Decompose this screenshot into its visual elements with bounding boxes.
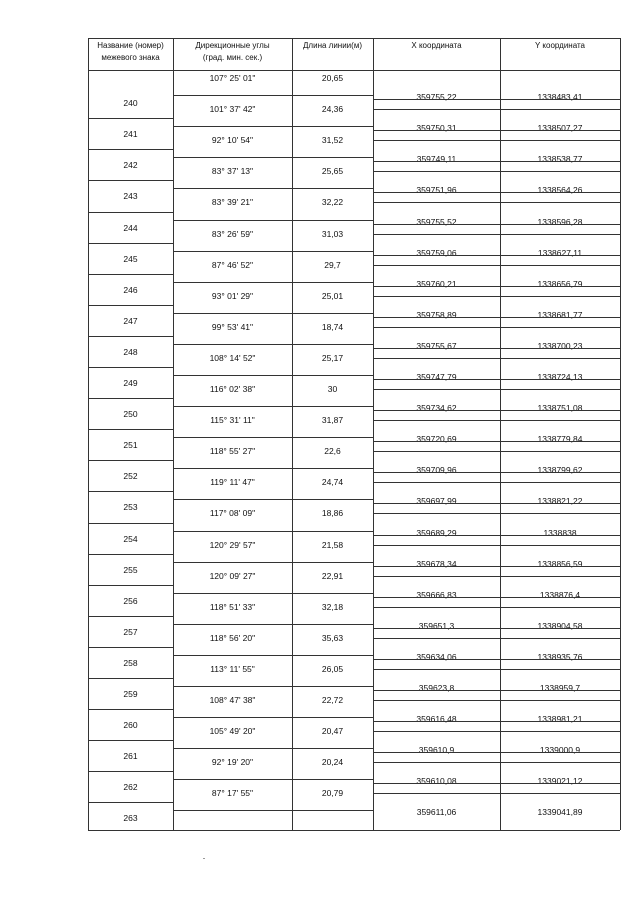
row-border	[88, 616, 173, 617]
row-border	[373, 731, 620, 732]
header-angle-line2: (град. мин. сек.)	[202, 53, 263, 62]
row-border	[173, 655, 373, 656]
row-border	[373, 597, 620, 598]
point-name: 249	[123, 378, 138, 388]
x-coordinate: 359651,3	[418, 620, 455, 631]
table-bottom-border	[88, 830, 620, 831]
x-coordinate: 359634,06	[416, 651, 457, 662]
line-length: 24,74	[321, 477, 344, 488]
direction-angle: 108° 14' 52"	[209, 352, 256, 363]
row-border	[373, 379, 620, 380]
row-border	[373, 130, 620, 131]
point-name: 253	[123, 502, 138, 513]
direction-angle: 83° 37' 13"	[211, 166, 254, 177]
y-coordinate: 1339021,12	[537, 776, 583, 787]
row-border	[373, 140, 620, 141]
direction-angle: 115° 31' 11"	[210, 415, 255, 426]
row-border	[88, 647, 173, 648]
row-border	[88, 180, 173, 181]
point-name: 245	[123, 253, 138, 264]
row-border	[173, 748, 373, 749]
y-coordinate: 1338876,4	[539, 589, 581, 600]
line-length: 20,65	[321, 73, 344, 83]
row-border	[373, 638, 620, 639]
row-border	[373, 793, 620, 794]
point-name: 261	[123, 751, 138, 762]
point-name: 254	[123, 533, 138, 544]
row-border	[88, 367, 173, 368]
row-border	[373, 296, 620, 297]
row-border	[88, 585, 173, 586]
row-border	[173, 282, 373, 283]
direction-angle: 99° 53' 41"	[211, 321, 254, 332]
x-coordinate: 359689,29	[416, 527, 457, 538]
direction-angle: 117° 08' 09"	[209, 508, 256, 519]
row-border	[373, 192, 620, 193]
point-name: 240	[123, 98, 138, 109]
x-coordinate: 359734,62	[416, 403, 457, 414]
point-name: 251	[123, 440, 138, 451]
row-border	[373, 482, 620, 483]
line-length: 31,52	[321, 135, 344, 146]
row-border	[173, 624, 373, 625]
point-name: 259	[123, 689, 138, 699]
direction-angle: 108° 47' 38"	[209, 695, 256, 705]
y-coordinate: 1338507,27	[537, 123, 583, 134]
point-name: 250	[123, 409, 138, 420]
header-bottom-border	[88, 70, 620, 71]
line-length: 25,01	[321, 290, 344, 301]
header-angle	[173, 40, 292, 64]
row-border	[373, 99, 620, 100]
y-coordinate: 1338838	[543, 527, 577, 538]
x-coordinate: 359623,8	[418, 683, 455, 693]
y-coordinate: 1338799,62	[537, 465, 583, 476]
row-border	[373, 348, 620, 349]
row-border	[173, 531, 373, 532]
row-border	[373, 721, 620, 722]
row-border	[373, 669, 620, 670]
direction-angle: 87° 17' 55"	[211, 788, 254, 799]
row-border	[373, 202, 620, 203]
row-border	[173, 562, 373, 563]
row-border	[373, 286, 620, 287]
header-length: Длина линии(м)	[303, 41, 362, 50]
line-length: 25,65	[321, 166, 344, 177]
row-border	[373, 472, 620, 473]
line-length: 26,05	[321, 663, 344, 674]
row-border	[88, 274, 173, 275]
row-border	[373, 327, 620, 328]
row-border	[173, 717, 373, 718]
row-border	[373, 659, 620, 660]
row-border	[373, 545, 620, 546]
row-border	[88, 305, 173, 306]
row-border	[173, 810, 373, 811]
row-border	[173, 188, 373, 189]
row-border	[173, 375, 373, 376]
row-border	[88, 554, 173, 555]
row-border	[88, 460, 173, 461]
direction-angle: 87° 46' 52"	[211, 259, 254, 270]
row-border	[173, 406, 373, 407]
y-coordinate: 1338821,22	[537, 496, 583, 507]
row-border	[88, 118, 173, 119]
direction-angle: 120° 29' 57"	[209, 539, 256, 550]
row-border	[373, 389, 620, 390]
header-name	[88, 40, 173, 64]
row-border	[88, 149, 173, 150]
line-length: 31,87	[321, 415, 344, 426]
direction-angle: 118° 51' 33"	[209, 601, 256, 612]
row-border	[373, 607, 620, 608]
direction-angle: 118° 56' 20"	[209, 632, 256, 643]
point-name: 258	[123, 657, 138, 668]
y-coordinate: 1338904,58	[537, 620, 583, 631]
point-name: 262	[123, 782, 138, 793]
row-border	[373, 358, 620, 359]
direction-angle: 105° 49' 20"	[209, 726, 256, 737]
point-name: 243	[123, 191, 138, 202]
row-border	[373, 690, 620, 691]
row-border	[373, 576, 620, 577]
header-x: X координата	[411, 41, 462, 50]
x-coordinate: 359678,34	[416, 558, 457, 569]
row-border	[173, 220, 373, 221]
row-border	[373, 503, 620, 504]
row-border	[373, 752, 620, 753]
direction-angle: 113° 11' 55"	[210, 663, 255, 674]
row-border	[173, 157, 373, 158]
row-border	[373, 566, 620, 567]
row-border	[373, 513, 620, 514]
row-border	[373, 535, 620, 536]
line-length: 20,24	[321, 757, 344, 768]
row-border	[373, 171, 620, 172]
x-coordinate: 359610,9	[418, 745, 455, 756]
row-border	[173, 593, 373, 594]
line-length: 31,03	[321, 228, 344, 239]
x-coordinate: 359747,79	[416, 372, 457, 382]
y-coordinate: 1338564,26	[537, 185, 583, 196]
row-border	[173, 779, 373, 780]
x-coordinate: 359666,83	[416, 589, 457, 600]
point-name: 260	[123, 720, 138, 731]
line-length: 32,22	[321, 197, 344, 208]
header-name-line2: межевого знака	[101, 53, 160, 62]
line-length: 30	[327, 384, 338, 394]
y-coordinate: 1338596,28	[537, 216, 583, 227]
x-coordinate: 359759,06	[416, 247, 457, 258]
point-name: 242	[123, 160, 138, 171]
y-coordinate: 1338656,79	[537, 278, 583, 289]
x-coordinate: 359758,89	[416, 309, 457, 320]
y-coordinate: 1338751,08	[537, 403, 583, 414]
line-length: 20,47	[321, 726, 344, 737]
row-border	[173, 437, 373, 438]
point-name: 248	[123, 346, 138, 357]
header-angle-line1: Дирекционные углы	[195, 41, 270, 50]
y-coordinate: 1338483,41	[537, 92, 583, 103]
row-border	[88, 212, 173, 213]
row-border	[373, 628, 620, 629]
x-coordinate: 359697,99	[416, 496, 457, 507]
line-length: 18,74	[321, 321, 344, 332]
y-coordinate: 1338935,76	[537, 651, 583, 662]
x-coordinate: 359720,69	[416, 434, 457, 445]
y-coordinate: 1339000,9	[539, 745, 581, 756]
direction-angle: 107° 25' 01"	[209, 73, 256, 83]
row-border	[373, 255, 620, 256]
x-coordinate: 359616,48	[416, 714, 457, 725]
row-border	[373, 109, 620, 110]
direction-angle: 92° 19' 20"	[211, 757, 254, 768]
row-border	[373, 783, 620, 784]
line-length: 22,6	[324, 446, 341, 457]
row-border	[88, 243, 173, 244]
line-length: 25,17	[321, 352, 344, 363]
line-length: 22,72	[321, 695, 344, 705]
row-border	[88, 523, 173, 524]
x-coordinate: 359709,96	[416, 465, 457, 476]
x-coordinate: 359749,11	[416, 154, 457, 165]
direction-angle: 93° 01' 29"	[211, 290, 254, 301]
column-border	[620, 38, 621, 830]
direction-angle: 116° 02' 38"	[209, 384, 256, 394]
direction-angle: 101° 37' 42"	[209, 104, 256, 115]
point-name: 244	[123, 222, 138, 233]
point-name: 252	[123, 471, 138, 482]
row-border	[88, 678, 173, 679]
row-border	[173, 313, 373, 314]
x-coordinate: 359750,31	[416, 123, 457, 134]
row-border	[173, 126, 373, 127]
row-border	[173, 95, 373, 96]
point-name: 247	[123, 315, 138, 326]
y-coordinate: 1338959,7	[539, 683, 581, 693]
row-border	[88, 491, 173, 492]
row-border	[373, 265, 620, 266]
row-border	[373, 441, 620, 442]
row-border	[373, 762, 620, 763]
point-name: 263	[123, 813, 138, 824]
y-coordinate: 1338681,77	[537, 309, 583, 320]
y-coordinate: 1338627,11	[537, 247, 583, 258]
row-border	[88, 398, 173, 399]
direction-angle: 118° 55' 27"	[209, 446, 256, 457]
line-length: 24,36	[321, 104, 344, 115]
row-border	[88, 802, 173, 803]
x-coordinate: 359751,96	[416, 185, 457, 196]
header-name-line1: Название (номер)	[97, 41, 164, 50]
row-border	[373, 700, 620, 701]
point-name: 257	[123, 626, 138, 637]
row-border	[88, 740, 173, 741]
x-coordinate: 359611,06	[416, 807, 457, 818]
direction-angle: 92° 10' 54"	[211, 135, 254, 146]
line-length: 29,7	[324, 259, 341, 270]
row-border	[173, 499, 373, 500]
point-name: 241	[123, 129, 138, 140]
row-border	[373, 161, 620, 162]
line-length: 22,91	[321, 570, 344, 581]
y-coordinate: 1339041,89	[537, 807, 583, 818]
line-length: 32,18	[321, 601, 344, 612]
line-length: 35,63	[321, 632, 344, 643]
row-border	[373, 451, 620, 452]
point-name: 256	[123, 595, 138, 606]
x-coordinate: 359610,08	[416, 776, 457, 787]
row-border	[173, 686, 373, 687]
column-border	[88, 38, 89, 830]
row-border	[373, 410, 620, 411]
direction-angle: 120° 09' 27"	[209, 570, 256, 581]
y-coordinate: 1338538,77	[537, 154, 583, 165]
table-top-border	[88, 38, 620, 39]
y-coordinate: 1338856,59	[537, 558, 583, 569]
point-name: 255	[123, 564, 138, 575]
row-border	[373, 224, 620, 225]
y-coordinate: 1338700,23	[537, 340, 583, 351]
point-name: 246	[123, 284, 138, 295]
row-border	[373, 317, 620, 318]
direction-angle: 119° 11' 47"	[210, 477, 255, 488]
row-border	[173, 468, 373, 469]
direction-angle: 83° 39' 21"	[211, 197, 254, 208]
line-length: 18,86	[321, 508, 344, 519]
row-border	[88, 709, 173, 710]
x-coordinate: 359755,52	[416, 216, 457, 227]
line-length: 21,58	[321, 539, 344, 550]
header-y: Y координата	[534, 41, 586, 50]
y-coordinate: 1338779,84	[537, 434, 583, 445]
x-coordinate: 359755,22	[416, 92, 457, 103]
line-length: 20,79	[321, 788, 344, 799]
x-coordinate: 359760,21	[416, 278, 457, 289]
y-coordinate: 1338724,13	[537, 372, 583, 382]
row-border	[88, 771, 173, 772]
direction-angle: 83° 26' 59"	[211, 228, 254, 239]
row-border	[88, 336, 173, 337]
row-border	[173, 344, 373, 345]
x-coordinate: 359755,67	[416, 340, 457, 351]
row-border	[173, 251, 373, 252]
y-coordinate: 1338981,21	[537, 714, 583, 725]
row-border	[373, 420, 620, 421]
row-border	[88, 429, 173, 430]
scan-speck	[203, 858, 205, 859]
row-border	[373, 234, 620, 235]
